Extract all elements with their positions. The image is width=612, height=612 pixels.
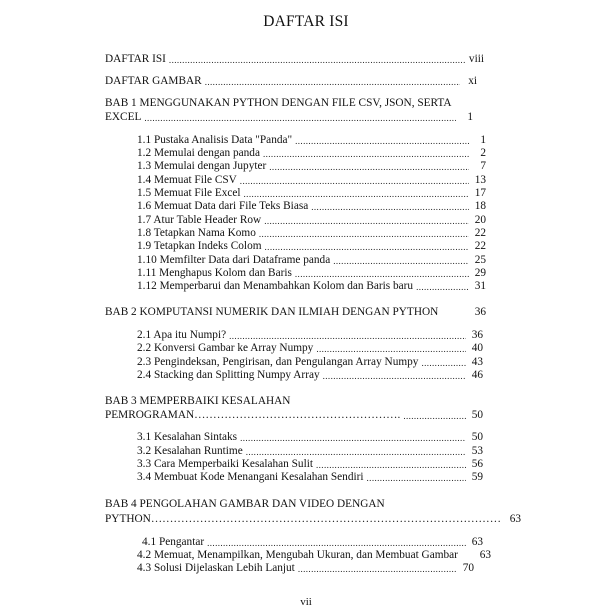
toc-entry-page: 70 bbox=[462, 562, 474, 574]
toc-entry-page: 1 bbox=[467, 111, 473, 123]
toc-entry-label: DAFTAR ISI bbox=[105, 53, 166, 65]
toc-entry-page: 56 bbox=[471, 458, 483, 470]
toc-entry bbox=[105, 75, 477, 88]
dot-leader bbox=[240, 433, 466, 444]
toc-entry bbox=[137, 147, 486, 160]
toc-entry-page: 43 bbox=[471, 356, 483, 368]
dot-leader bbox=[316, 460, 466, 471]
dot-leader bbox=[323, 371, 466, 382]
toc-entry-page: 2 bbox=[480, 147, 486, 159]
toc-entry bbox=[137, 240, 486, 253]
toc-entry-label: 1.6 Memuat Data dari File Teks Biasa bbox=[137, 200, 309, 212]
toc-entry-label: 1.1 Pustaka Analisis Data "Panda" bbox=[137, 134, 293, 146]
toc-entry-page: 50 bbox=[471, 431, 483, 443]
dot-leader bbox=[295, 269, 469, 280]
dot-leader bbox=[144, 113, 456, 124]
toc-entry bbox=[137, 174, 486, 187]
toc-entry bbox=[137, 160, 486, 173]
dot-leader bbox=[298, 564, 457, 575]
dot-leader bbox=[295, 136, 469, 147]
toc-entry bbox=[137, 329, 483, 342]
toc-entry-label: EXCEL bbox=[105, 111, 142, 123]
dot-leader bbox=[246, 447, 466, 458]
toc-entry-page: 29 bbox=[474, 267, 486, 279]
toc-entry bbox=[137, 280, 486, 293]
toc-entry bbox=[137, 227, 486, 240]
toc-entry bbox=[137, 267, 486, 280]
toc-entry bbox=[137, 549, 491, 562]
toc-entry-label: 2.1 Apa itu Numpi? bbox=[137, 329, 227, 341]
page-number: vii bbox=[300, 596, 312, 608]
toc-entry-page: 63 bbox=[471, 536, 483, 548]
toc-entry-page: 22 bbox=[474, 227, 486, 239]
dot-leader bbox=[240, 176, 469, 187]
toc-entry-page: 50 bbox=[471, 409, 483, 421]
toc-entry-page: 63 bbox=[479, 549, 491, 561]
toc-entry-label: 1.2 Memulai dengan panda bbox=[137, 147, 260, 159]
toc-entry-page: 36 bbox=[474, 306, 486, 318]
dot-leader bbox=[205, 77, 460, 88]
toc-entry-page: 36 bbox=[471, 329, 483, 341]
toc-entry-page: 22 bbox=[474, 240, 486, 252]
chapter-heading: BAB 1 MENGGUNAKAN PYTHON DENGAN FILE CSV, JSON, SERTA bbox=[105, 97, 452, 109]
toc-entry bbox=[142, 536, 483, 549]
toc-entry bbox=[137, 369, 483, 382]
toc-entry-page: 46 bbox=[471, 369, 483, 381]
toc-entry-label: 1.11 Menghapus Kolom dan Baris bbox=[137, 267, 292, 279]
toc-entry bbox=[137, 356, 483, 369]
toc-entry-label: 2.4 Stacking dan Splitting Numpy Array bbox=[137, 369, 320, 381]
toc-entry-label: DAFTAR GAMBAR bbox=[105, 75, 202, 87]
toc-entry bbox=[137, 187, 486, 200]
toc-entry-label: 1.7 Atur Table Header Row bbox=[137, 214, 262, 226]
toc-entry-page: 25 bbox=[474, 254, 486, 266]
chapter-heading: BAB 3 MEMPERBAIKI KESALAHAN bbox=[105, 395, 291, 407]
toc-entry-label: 4.3 Solusi Dijelaskan Lebih Lanjut bbox=[137, 562, 295, 574]
dot-leader bbox=[259, 229, 469, 240]
toc-entry bbox=[105, 306, 486, 319]
toc-entry-page: 63 bbox=[509, 513, 522, 525]
toc-entry-page: 17 bbox=[474, 187, 486, 199]
dot-leader bbox=[264, 216, 469, 227]
toc-entry-label: 1.12 Memperbarui dan Menambahkan Kolom dan Baris baru bbox=[137, 280, 414, 292]
toc-entry bbox=[137, 445, 483, 458]
toc-entry bbox=[137, 471, 483, 484]
dot-leader bbox=[244, 189, 469, 200]
toc-entry-label: 2.2 Konversi Gambar ke Array Numpy bbox=[137, 342, 314, 354]
dot-leader bbox=[403, 411, 466, 422]
toc-entry-label: 1.3 Memulai dengan Jupyter bbox=[137, 160, 267, 172]
toc-entry-label: 4.1 Pengantar bbox=[142, 536, 205, 548]
toc-entry-page: 7 bbox=[480, 160, 486, 172]
toc-entry-page: 53 bbox=[471, 445, 483, 457]
toc-entry bbox=[105, 513, 522, 526]
toc-entry-label: 1.9 Tetapkan Indeks Colom bbox=[137, 240, 262, 252]
dot-leader bbox=[333, 256, 469, 267]
chapter-heading: BAB 2 KOMPUTANSI NUMERIK DAN ILMIAH DENGAN PYTHON bbox=[105, 306, 439, 318]
toc-entry-label: 3.1 Kesalahan Sintaks bbox=[137, 431, 238, 443]
toc-entry-label: 3.4 Membuat Kode Menangani Kesalahan Sendiri bbox=[137, 471, 364, 483]
toc-entry-label: 1.8 Tetapkan Nama Komo bbox=[137, 227, 256, 239]
toc-entry bbox=[137, 342, 483, 355]
toc-entry-page: 20 bbox=[474, 214, 486, 226]
page-title: DAFTAR ISI bbox=[263, 13, 349, 30]
toc-entry bbox=[105, 53, 484, 66]
dot-leader bbox=[229, 331, 466, 342]
toc-entry bbox=[137, 254, 486, 267]
toc-entry-label: 3.3 Cara Memperbaiki Kesalahan Sulit bbox=[137, 458, 313, 470]
toc-entry-page: 31 bbox=[474, 280, 486, 292]
dot-leader bbox=[316, 344, 466, 355]
toc-entry bbox=[137, 562, 474, 575]
toc-entry-page: 40 bbox=[471, 342, 483, 354]
dot-leader bbox=[263, 149, 469, 160]
dot-leader bbox=[367, 473, 466, 484]
toc-entry bbox=[105, 111, 473, 124]
toc-entry-label: 2.3 Pengindeksan, Pengirisan, dan Pengulangan Array Numpy bbox=[137, 356, 419, 368]
dot-leader bbox=[421, 358, 466, 369]
dot-leader bbox=[311, 202, 469, 213]
chapter-heading: BAB 4 PENGOLAHAN GAMBAR DAN VIDEO DENGAN bbox=[105, 498, 385, 510]
dot-leader bbox=[416, 282, 469, 293]
toc-entry-label: 3.2 Kesalahan Runtime bbox=[137, 445, 243, 457]
toc-entry-label: PEMROGRAMAN………………………………………………. bbox=[105, 409, 401, 421]
toc-entry-page: xi bbox=[468, 75, 477, 87]
toc-entry bbox=[105, 409, 483, 422]
dot-leader bbox=[169, 55, 466, 66]
toc-entry bbox=[137, 200, 486, 213]
toc-entry-page: 13 bbox=[474, 174, 486, 186]
toc-entry-page: 18 bbox=[474, 200, 486, 212]
toc-entry-page: 1 bbox=[480, 134, 486, 146]
toc-entry bbox=[137, 431, 483, 444]
toc-entry-label: PYTHON………………………………………………………………………………… bbox=[105, 513, 502, 525]
toc-entry-label: 1.10 Memfilter Data dari Dataframe panda bbox=[137, 254, 331, 266]
toc-entry bbox=[137, 214, 486, 227]
toc-entry bbox=[137, 458, 483, 471]
toc-entry-label: 4.2 Memuat, Menampilkan, Mengubah Ukuran, dan Membuat Gambar bbox=[137, 549, 458, 561]
dot-leader bbox=[207, 538, 466, 549]
toc-entry-label: 1.5 Memuat File Excel bbox=[137, 187, 241, 199]
toc-entry-page: 59 bbox=[471, 471, 483, 483]
dot-leader bbox=[269, 162, 469, 173]
toc-entry-label: 1.4 Memuat File CSV bbox=[137, 174, 237, 186]
toc-entry bbox=[137, 134, 486, 147]
toc-entry-page: viii bbox=[468, 53, 484, 65]
dot-leader bbox=[265, 242, 469, 253]
